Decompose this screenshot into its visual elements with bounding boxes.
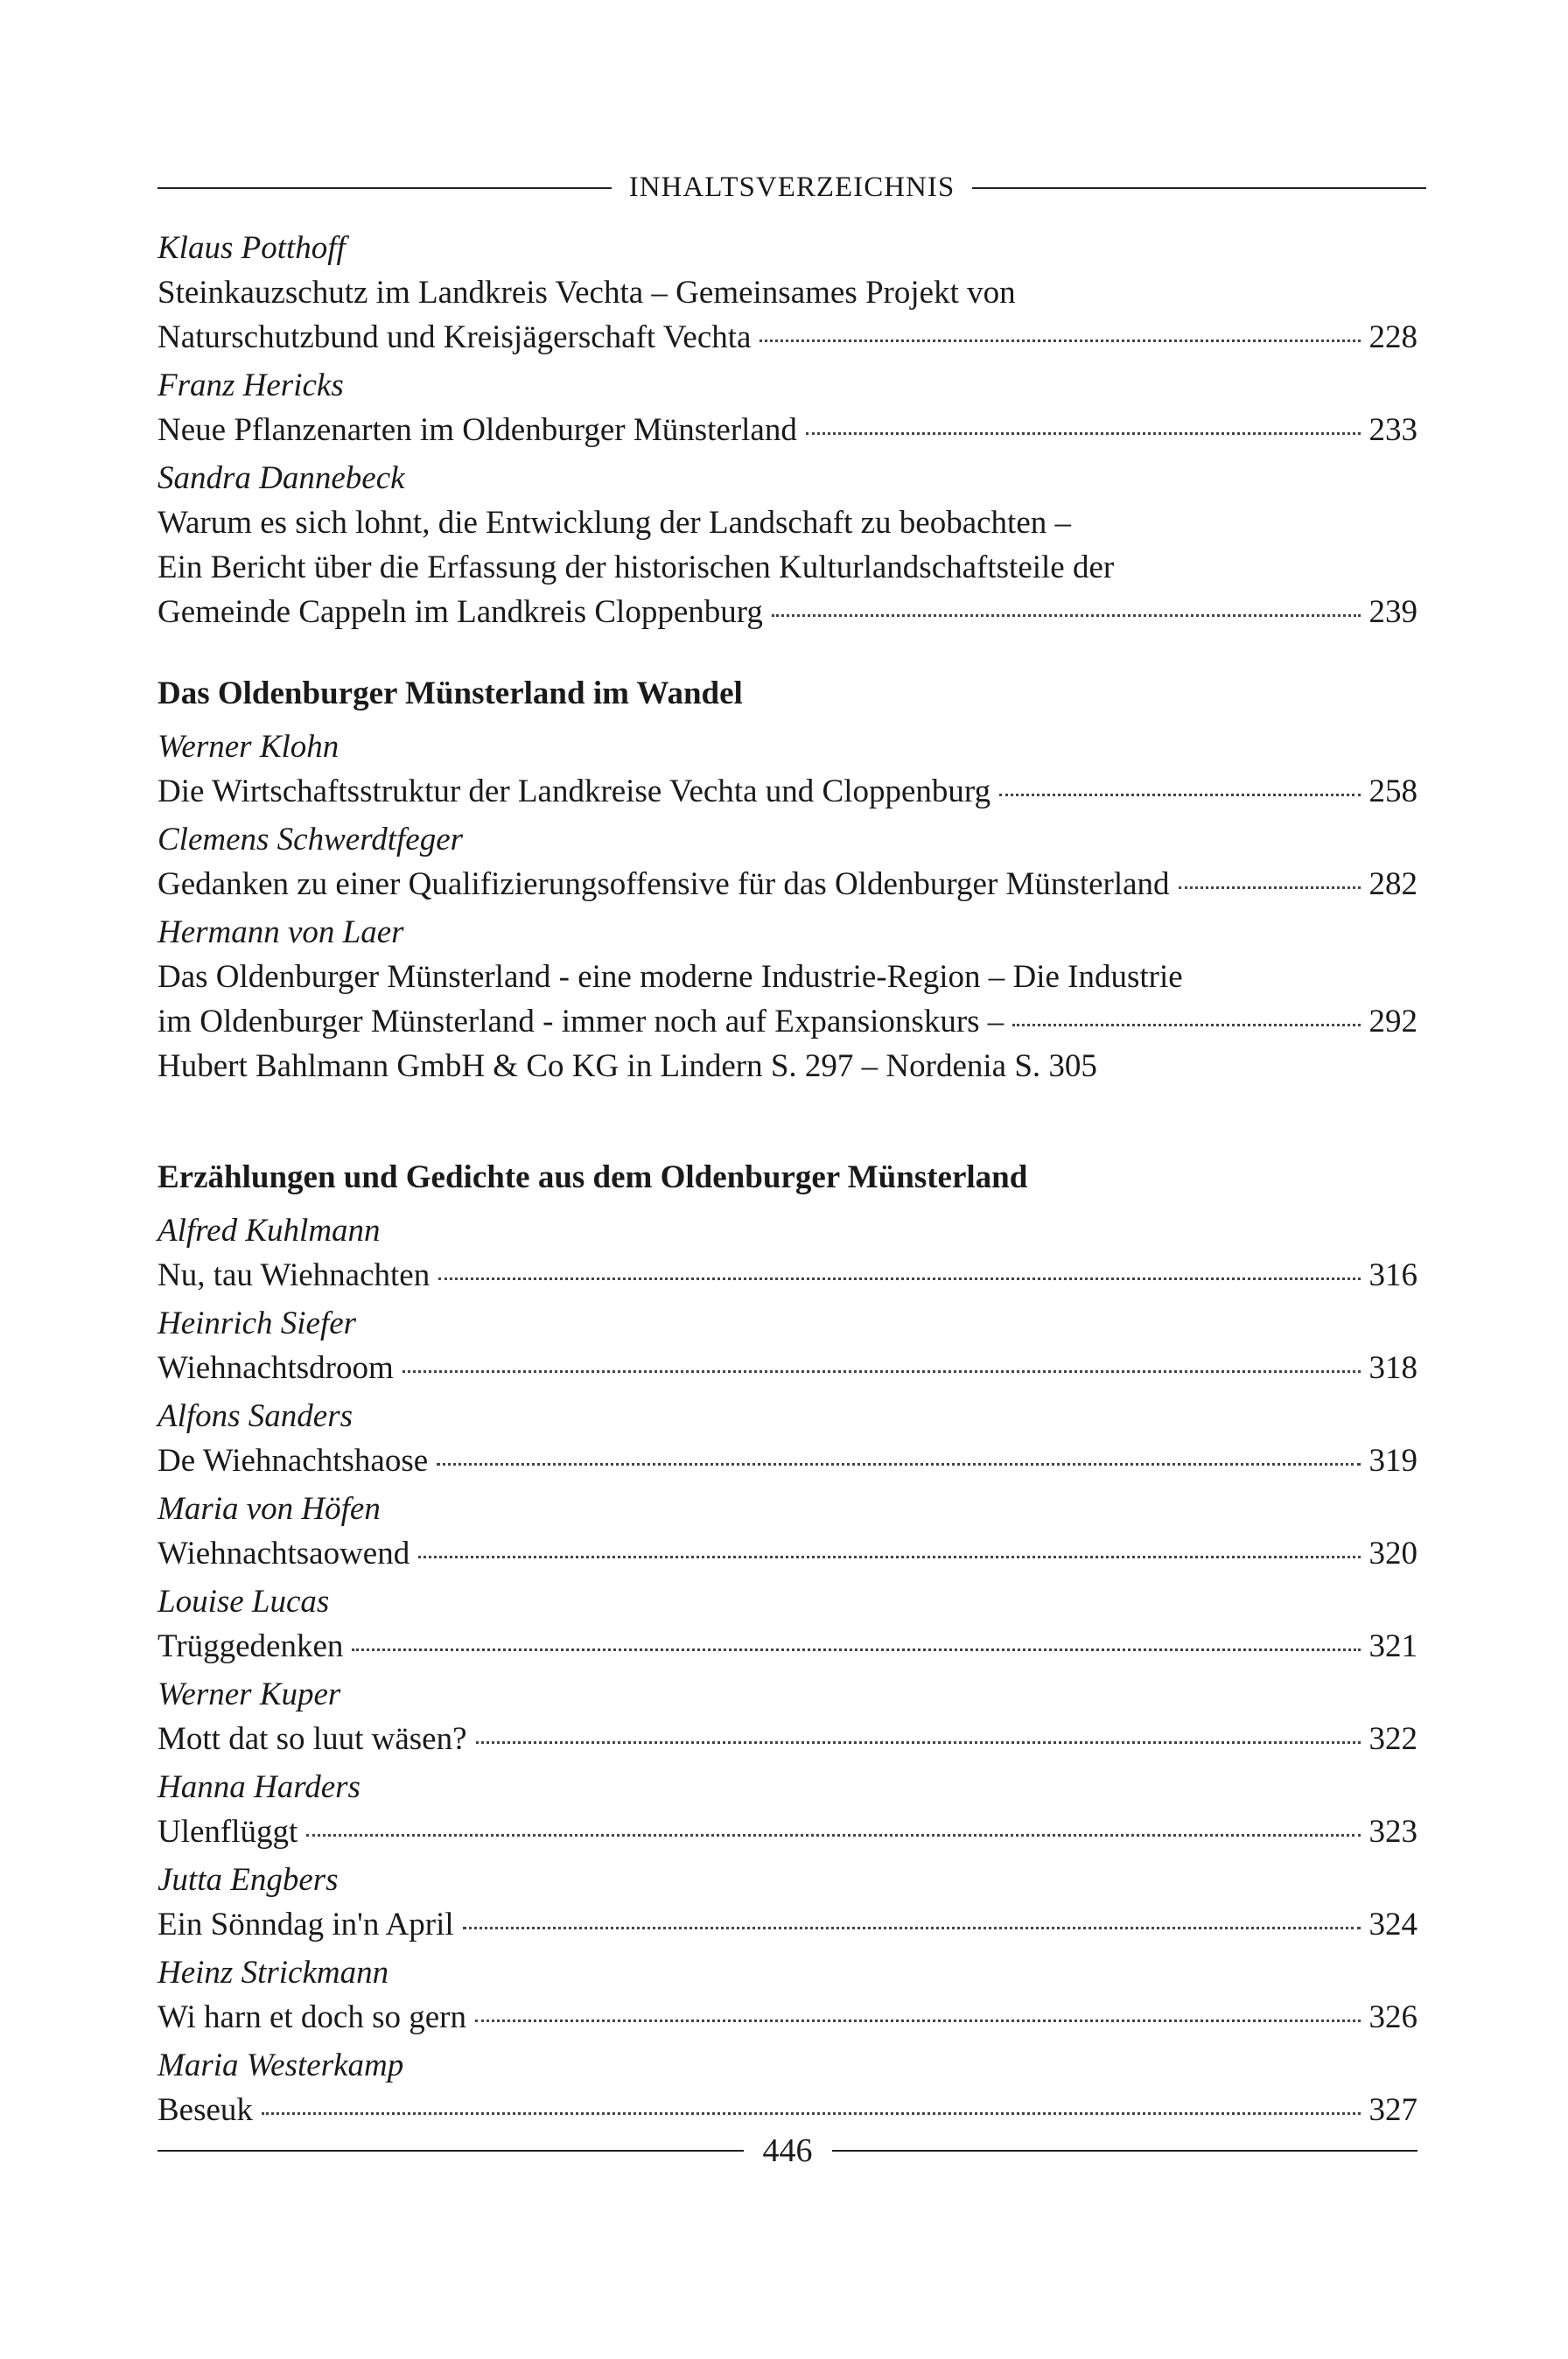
- entry-page-number: 320: [1368, 1536, 1418, 1572]
- entry-page-number: 319: [1368, 1443, 1418, 1479]
- toc-entry: [158, 1579, 1418, 1669]
- dot-leader: [437, 1463, 1360, 1466]
- toc-entry: [158, 1487, 1418, 1576]
- entry-author: Werner Klohn: [158, 729, 340, 765]
- entry-title: Wiehnachtsaowend: [158, 1536, 410, 1572]
- entry-title-row: [158, 1810, 1418, 1854]
- entry-author: Alfred Kuhlmann: [158, 1213, 381, 1249]
- entry-title-row: [158, 408, 1418, 452]
- dot-leader: [306, 1834, 1360, 1837]
- entry-title-row: [158, 999, 1418, 1044]
- entry-page-number: 258: [1368, 774, 1418, 809]
- toc-entry: [158, 1765, 1418, 1854]
- entry-title: Wi harn et doch so gern: [158, 1999, 466, 2035]
- toc-entry: [158, 363, 1418, 452]
- entry-title-line: Steinkauzschutz im Landkreis Vechta – Gemeinsames Projekt von: [158, 275, 1016, 311]
- dot-leader: [463, 1927, 1361, 1929]
- entry-title-row: [158, 1438, 1418, 1483]
- toc-entry: [158, 724, 1418, 814]
- header-rule-left: [158, 187, 612, 189]
- toc-entry: [158, 817, 1418, 906]
- page-footer: [158, 2132, 1418, 2170]
- toc-group-natur: [158, 226, 1418, 634]
- entry-page-number: 228: [1368, 319, 1418, 355]
- entry-author: Clemens Schwerdtfeger: [158, 822, 464, 858]
- entry-author: Alfons Sanders: [158, 1398, 354, 1434]
- toc-entry: [158, 1208, 1418, 1298]
- entry-author: Jutta Engbers: [158, 1862, 339, 1898]
- header-rule-right: [972, 187, 1426, 189]
- entry-title-row: [158, 1531, 1418, 1576]
- entry-title: Nu, tau Wiehnachten: [158, 1257, 430, 1293]
- entry-title-row: [158, 1346, 1418, 1390]
- entry-title-line: Warum es sich lohnt, die Entwicklung der Landschaft zu beobachten –: [158, 505, 1072, 541]
- dot-leader: [402, 1370, 1361, 1373]
- toc-entry: [158, 2043, 1418, 2132]
- toc-group-erzaehlungen: [158, 1208, 1418, 2132]
- entry-author: Hanna Harders: [158, 1769, 360, 1805]
- toc-entry: [158, 1858, 1418, 1947]
- entry-page-number: 282: [1368, 866, 1418, 902]
- dot-leader: [1012, 1024, 1360, 1026]
- toc-entry: [158, 910, 1418, 1088]
- entry-title: Ein Sönndag in'n April: [158, 1907, 454, 1942]
- entry-title-line: Das Oldenburger Münsterland - eine moderne Industrie-Region – Die Industrie: [158, 959, 1183, 995]
- dot-leader: [475, 2020, 1361, 2022]
- entry-title-row: [158, 862, 1418, 906]
- entry-author: Louise Lucas: [158, 1584, 330, 1620]
- dot-leader: [760, 340, 1360, 342]
- section-heading-erzaehlungen: Erzählungen und Gedichte aus dem Oldenburger Münsterland: [158, 1159, 1028, 1195]
- entry-author: Sandra Dannebeck: [158, 460, 405, 496]
- running-header: [158, 172, 1426, 204]
- entry-page-number: 321: [1368, 1628, 1418, 1664]
- entry-author: Werner Kuper: [158, 1676, 341, 1712]
- toc-entry: [158, 1301, 1418, 1390]
- entry-page-number: 327: [1368, 2092, 1418, 2128]
- entry-page-number: 233: [1368, 412, 1418, 448]
- entry-title: Naturschutzbund und Kreisjägerschaft Vechta: [158, 319, 752, 355]
- entry-title: Mott dat so luut wäsen?: [158, 1721, 467, 1757]
- entry-title-row: [158, 315, 1418, 360]
- entry-title: Trüggedenken: [158, 1628, 344, 1664]
- entry-page-number: 322: [1368, 1721, 1418, 1757]
- entry-page-number: 292: [1368, 1004, 1418, 1040]
- entry-title-row: [158, 1717, 1418, 1761]
- toc-entry: [158, 1394, 1418, 1483]
- dot-leader: [352, 1648, 1360, 1651]
- entry-page-number: 323: [1368, 1814, 1418, 1850]
- entry-title-row: [158, 1624, 1418, 1669]
- entry-title-row: [158, 2088, 1418, 2132]
- entry-title: im Oldenburger Münsterland - immer noch auf Expansionskurs –: [158, 1004, 1004, 1040]
- entry-title-row: [158, 1253, 1418, 1298]
- entry-author: Klaus Potthoff: [158, 230, 346, 266]
- dot-leader: [418, 1556, 1360, 1558]
- entry-title: Beseuk: [158, 2092, 253, 2128]
- dot-leader: [772, 614, 1361, 617]
- footer-rule-left: [158, 2150, 744, 2152]
- dot-leader: [262, 2112, 1361, 2115]
- entry-title-row: [158, 1902, 1418, 1947]
- entry-title: Wiehnachtsdroom: [158, 1350, 394, 1386]
- entry-subtitle: Hubert Bahlmann GmbH & Co KG in Lindern S. 297 – Nordenia S. 305: [158, 1048, 1097, 1084]
- dot-leader: [1179, 886, 1361, 889]
- entry-title-line: Ein Bericht über die Erfassung der historischen Kulturlandschaftsteile der: [158, 550, 1115, 585]
- entry-author: Heinrich Siefer: [158, 1306, 357, 1341]
- entry-title-row: [158, 590, 1418, 634]
- toc-entry: [158, 1950, 1418, 2040]
- entry-author: Heinz Strickmann: [158, 1955, 389, 1991]
- toc-entry: [158, 226, 1418, 360]
- entry-page-number: 318: [1368, 1350, 1418, 1386]
- entry-author: Maria von Höfen: [158, 1491, 381, 1527]
- dot-leader: [806, 432, 1361, 435]
- entry-page-number: 324: [1368, 1907, 1418, 1942]
- footer-rule-right: [832, 2150, 1418, 2152]
- header-title: INHALTSVERZEICHNIS: [628, 172, 956, 203]
- entry-page-number: 326: [1368, 1999, 1418, 2035]
- entry-page-number: 239: [1368, 594, 1418, 630]
- entry-title: Die Wirtschaftsstruktur der Landkreise Vechta und Cloppenburg: [158, 774, 991, 809]
- entry-author: Hermann von Laer: [158, 914, 404, 950]
- toc-group-wandel: [158, 724, 1418, 1088]
- entry-title-row: [158, 1995, 1418, 2040]
- dot-leader: [476, 1741, 1361, 1744]
- toc-entry: [158, 1672, 1418, 1761]
- entry-title: Gedanken zu einer Qualifizierungsoffensive für das Oldenburger Münsterland: [158, 866, 1170, 902]
- entry-title: De Wiehnachtshaose: [158, 1443, 429, 1479]
- entry-title: Neue Pflanzenarten im Oldenburger Münsterland: [158, 412, 797, 448]
- toc-entry: [158, 456, 1418, 634]
- section-heading-wandel: Das Oldenburger Münsterland im Wandel: [158, 676, 743, 711]
- entry-title: Ulenflüggt: [158, 1814, 298, 1850]
- toc-content: [158, 226, 1418, 2136]
- entry-page-number: 316: [1368, 1257, 1418, 1293]
- dot-leader: [999, 794, 1360, 796]
- entry-title-row: [158, 769, 1418, 814]
- page-number: 446: [762, 2132, 813, 2169]
- entry-author: Franz Hericks: [158, 368, 344, 403]
- dot-leader: [438, 1278, 1360, 1280]
- entry-title: Gemeinde Cappeln im Landkreis Cloppenburg: [158, 594, 763, 630]
- entry-author: Maria Westerkamp: [158, 2048, 404, 2083]
